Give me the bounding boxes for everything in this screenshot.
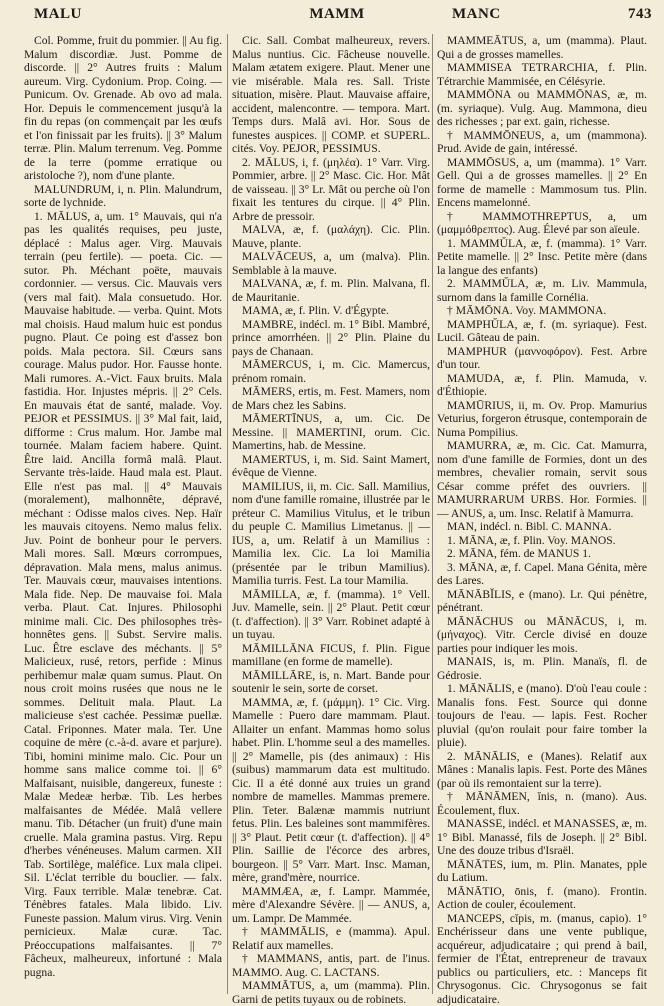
dictionary-entry: MĀMERS, ertis, m. Fest. Mamers, nom de Mars chez les Sabins.	[232, 385, 430, 412]
running-header	[22, 6, 652, 28]
dictionary-entry: † MAMMOTHREPTUS, a, um (μαμμόθρεπτος). Aug. Élevé par son aïeule.	[437, 210, 647, 237]
header-middle-guide-word: MAMM	[22, 6, 652, 23]
dictionary-entry: MAMUDA, æ, f. Plin. Mamuda, v. d'Éthiopie.	[437, 372, 647, 399]
dictionary-entry: MAMMA, æ, f. (μάμμη). 1° Cic. Virg. Mamelle : Puero dare mammam. Plaut. Allaiter un enfant. Mammas homo solus habet. Plin. L'homme seul a des mamelles. || 2° Mamelle, pis (des animaux) : His (suibus) mammarum data est multitudo. Cic. Il a été donné aux truies un grand nombre de mamelles. Mammas premere. Plin. Teter. Balænæ mammis nutriunt fetus. Plin. Les baleines sont mammifères. || 3° Plaut. Petit cœur (t. d'affection). || 4° Plin. Saillie de l'écorce des arbres, bourgeon. || 5° Varr. Mart. Insc. Maman, mère, grand'mère, nourrice.	[232, 696, 430, 885]
dictionary-entry: MAMA, æ, f. Plin. V. d'Égypte.	[232, 304, 430, 318]
dictionary-entry: MAMERTUS, i, m. Sid. Saint Mamert, évêque de Vienne.	[232, 453, 430, 480]
dictionary-entry: MANAIS, is, m. Plin. Manaïs, fl. de Gédrosie.	[437, 655, 647, 682]
dictionary-entry: 1. MĀNĀLIS, e (mano). D'où l'eau coule : Manalis fons. Fest. Source qui donne toujours de l'eau. — lapis. Fest. Rocher pluvial (qu'on roulait pour faire tomber la pluie).	[437, 682, 647, 750]
page-number: 743	[628, 6, 652, 23]
dictionary-entry: MAMMÆA, æ, f. Lampr. Mammée, mère d'Alexandre Sévère. || — ANUS, a, um. Lampr. De Mammée.	[232, 885, 430, 926]
column-rule-right	[432, 34, 433, 994]
dictionary-entry: MALUNDRUM, i, n. Plin. Malundrum, sorte de lychnide.	[24, 183, 222, 210]
dictionary-entry: MĀMILLĀNA FICUS, f. Plin. Figue mamillane (en forme de mamelle).	[232, 642, 430, 669]
dictionary-entry: † MAMMĀLIS, e (mamma). Apul. Relatif aux mamelles.	[232, 925, 430, 952]
dictionary-entry: MAMBRE, indécl. m. 1° Bibl. Mambré, prince amorrhéen. || 2° Plin. Plaine du pays de Chanaan.	[232, 318, 430, 359]
dictionary-entry: Col. Pomme, fruit du pommier. || Au fig. Malum discordiæ. Just. Pomme de discorde. || 2° Autres fruits : Malum aureum. Virg. Cydonium. Prop. Coing. — Punicum. Ov. Grenade. Ab ovo ad mala. Hor. Depuis le commencement jusqu'à la fin du repas (on commençait par les œufs et l'on finissait par les fruits). || 3° Malum terræ. Plin. Malum terrenum. Veg. Pomme de la terre (pomme erratique ou aristoloche ?), nom d'une plante.	[24, 34, 222, 183]
dictionary-entry: MALVANA, æ, f. m. Plin. Malvana, fl. de Mauritanie.	[232, 277, 430, 304]
dictionary-entry: Cic. Sall. Combat malheureux, revers. Malus nuntius. Cic. Fâcheuse nouvelle. Malam ætatem exigere. Plaut. Mener une vie misérable. Mala res. Sall. Triste situation, misère. Plaut. Mauvaise affaire, accident, malencontre. — tempora. Mart. Temps durs. Malâ avi. Hor. Sous de funestes auspices. || COMP. et SUPERL. cités. Voy. PEJOR, PESSIMUS.	[232, 34, 430, 156]
dictionary-entry: MAMILIUS, ii, m. Cic. Sall. Mamilius, nom d'une famille romaine, illustrée par le préteur C. Mamilius Vitulus, et le tribun du peuple C. Mamilius Limetanus. || — IUS, a, um. Relatif à un Mamilius : Mamilia lex. Cic. La loi Mamilia (présentée par le tribun Mamilius). Mamilia turris. Fest. La tour Mamilia.	[232, 480, 430, 588]
dictionary-entry: MAMURRA, æ, m. Cic. Cat. Mamurra, nom d'une famille de Formies, dont un des membres, chevalier romain, servit sous César comme préfet des ouvriers. || MAMURRARUM URBS. Hor. Formies. || — ANUS, a, um. Insc. Relatif à Mamurra.	[437, 439, 647, 520]
dictionary-entry: MAMMĀTUS, a, um (mamma). Plin. Garni de petits tuyaux ou de robinets.	[232, 979, 430, 1006]
dictionary-entry: MAMPHŬLA, æ, f. (m. syriaque). Fest. Lucil. Gâteau de pain.	[437, 318, 647, 345]
dictionary-entry: † MĀMŌNA. Voy. MAMMONA.	[437, 304, 647, 318]
dictionary-entry: 2. MĀNĀLIS, e (Manes). Relatif aux Mânes : Manalis lapis. Fest. Porte des Mânes (par où ils remontaient sur la terre).	[437, 750, 647, 791]
dictionary-entry: MANASSE, indécl. et MANASSES, æ, m. 1° Bibl. Manassé, fils de Joseph. || 2° Bibl. Une des douze tribus d'Israël.	[437, 817, 647, 858]
column-middle	[232, 34, 430, 994]
header-right-guide-word: MANC	[452, 6, 501, 23]
dictionary-entry: MĀMILLA, æ, f. (mamma). 1° Vell. Juv. Mamelle, sein. || 2° Plaut. Petit cœur (t. d'affection). || 3° Varr. Robinet adapté à un tuyau.	[232, 588, 430, 642]
dictionary-entry: MAN, indécl. n. Bibl. C. MANNA.	[437, 520, 647, 534]
dictionary-entry: 3. MĀNA, æ, f. Capel. Mana Génita, mère des Lares.	[437, 561, 647, 588]
dictionary-entry: MAMMŌSUS, a, um (mamma). 1° Varr. Gell. Qui a de grosses mamelles. || 2° En forme de mamelle : Mammosum tus. Plin. Encens mamelonné.	[437, 156, 647, 210]
dictionary-entry: 1. MĀNA, æ, f. Plin. Voy. MANOS.	[437, 534, 647, 548]
dictionary-entry: MĀMILLĀRE, is, n. Mart. Bande pour soutenir le sein, sorte de corset.	[232, 669, 430, 696]
dictionary-entry: MAMMEĀTUS, a, um (mamma). Plaut. Qui a de grosses mamelles.	[437, 34, 647, 61]
dictionary-entry: 2. MĀLUS, i, f. (μηλέα). 1° Varr. Virg. Pommier, arbre. || 2° Masc. Cic. Hor. Mât de vaisseau. || 3° Lr. Mât ou perche où l'on fixait les tentures du cirque. || 4° Plin. Arbre de pressoir.	[232, 156, 430, 224]
dictionary-entry: MĀNĀTES, ium, m. Plin. Manates, pple du Latium.	[437, 858, 647, 885]
dictionary-entry: † MAMMANS, antis, part. de l'inus. MAMMO. Aug. C. LACTANS.	[232, 952, 430, 979]
dictionary-entry: 1. MAMMŬLA, æ, f. (mamma). 1° Varr. Petite mamelle. || 2° Insc. Petite mère (dans la langue des enfants)	[437, 237, 647, 278]
column-right	[437, 34, 647, 994]
dictionary-entry: † MĀNĀMEN, ĭnis, n. (mano). Aus. Écoulement, flux.	[437, 790, 647, 817]
dictionary-entry: † MAMMŌNEUS, a, um (mammona). Prud. Avide de gain, intéressé.	[437, 129, 647, 156]
column-left	[24, 34, 222, 994]
dictionary-entry: 1. MĀLUS, a, um. 1° Mauvais, qui n'a pas les qualités requises, peu juste, déplacé : Malus ager. Virg. Mauvais terrain (peu fertile). — poeta. Cic. — sutor. Ph. Méchant poëte, mauvais cordonnier. — versus. Cic. Mauvais vers (vers mal fait). Mala consuetudo. Hor. Mauvaise habitude. — verba. Quint. Mots mal choisis. Haud malum huic est pondus pugno. Plaut. Ce poing est d'assez bon poids. Mala pectora. Sil. Cœurs sans courage. Malus pudor. Hor. Fausse honte. Mali rumores. A.-Vict. Faux bruits. Mala fastidia. Hor. Injustes mépris. || 2° Cels. En mauvais état de santé, malade. Voy. PEJOR et PESSIMUS. || 3° Mal fait, laid, difforme : Crus malum. Hor. Jambe mal tournée. Malam faciem habere. Quint. Être laid. Ancilla formâ malâ. Plaut. Servante très-laide. Haud mala est. Plaut. Elle n'est pas mal. || 4° Mauvais (moralement), malhonnête, dépravé, méchant : Odisse malos cives. Nep. Haïr les mauvais citoyens. Nemo malus felix. Juv. Point de bonheur pour le pervers. Mali mores. Sall. Mœurs corrompues, dépravation. Mala mens, malus animus. Ter. Mauvais cœur, mauvaises intentions. Mala fide. Nep. De mauvaise foi. Mala verba. Plaut. Cat. Injures. Philosophi minime mali. Cic. Des philosophes très-honnêtes gens. || Subst. Servire malis. Luc. Être esclave des méchants. || 5° Malicieux, rusé, retors, perfide : Minus perhibemur malæ quam sumus. Plaut. On nous croit moins rusées que nous ne le sommes. Delituit mala. Plaut. La malicieuse s'est cachée. Pessimæ puellæ. Catal. Friponnes. Mater mala. Ter. Une coquine de mère (c.-à-d. avare et parjure). Tibi, homini minime malo. Cic. Pour un homme sans malice comme toi. || 6° Malfaisant, nuisible, dangereux, funeste : Malæ Medeæ herbæ. Tib. Les herbes malfaisantes de Médée. Malâ vellere manu. Tib. Détacher (un fruit) d'une main cruelle. Mala gramina pastus. Virg. Repu d'herbes vénéneuses. Malum carmen. XII Tab. Sortilège, maléfice. Lux mala clipei. Sil. L'éclat terrible du bouclier. — falx. Virg. Faux terrible. Malæ tenebræ. Cat. Ténèbres fatales. Mala libido. Liv. Funeste passion. Malum virus. Virg. Venin pernicieux. Malæ curæ. Tac. Préoccupations malfaisantes. || 7° Fâcheux, malheureux, infortuné : Mala pugna.	[24, 210, 222, 980]
dictionary-entry: MĀNĀCHUS ou MĀNĀCUS, i, m. (μήναχος). Vitr. Cercle divisé en douze parties pour indiquer les mois.	[437, 615, 647, 656]
dictionary-entry: MALVA, æ, f. (μαλάχη). Cic. Plin. Mauve, plante.	[232, 223, 430, 250]
dictionary-entry: MĀNĀTIO, ōnis, f. (mano). Frontin. Action de couler, écoulement.	[437, 885, 647, 912]
dictionary-entry: MAMMISEA TETRARCHIA, f. Plin. Tétrarchie Mammisée, en Célésyrie.	[437, 61, 647, 88]
dictionary-entry: MAMŪRIUS, ii, m. Ov. Prop. Mamurius Veturius, forgeron étrusque, contemporain de Numa Pompilius.	[437, 399, 647, 440]
dictionary-entry: 2. MAMMŬLA, æ, m. Liv. Mammula, surnom dans la famille Cornélia.	[437, 277, 647, 304]
dictionary-entry: MALVĀCEUS, a, um (malva). Plin. Semblable à la mauve.	[232, 250, 430, 277]
dictionary-entry: MAMMŌNA ou MAMMŌNAS, æ, m. (m. syriaque). Vulg. Aug. Mammona, dieu des richesses ; par ext. gain, richesse.	[437, 88, 647, 129]
column-rule-left	[227, 34, 228, 994]
header-left-guide-word: MALU	[34, 6, 82, 23]
dictionary-entry: MĀMERCUS, i, m. Cic. Mamercus, prénom romain.	[232, 358, 430, 385]
dictionary-entry: MĀNĀBĬLIS, e (mano). Lr. Qui pénètre, pénétrant.	[437, 588, 647, 615]
dictionary-entry: MAMPHUR (μαννοφόρον). Fest. Arbre d'un tour.	[437, 345, 647, 372]
dictionary-entry: MĀMERTĪNUS, a, um. Cic. De Messine. || MAMERTINI, orum. Cic. Mamertins, hab. de Messine.	[232, 412, 430, 453]
dictionary-entry: 2. MĀNA, fém. de MANUS 1.	[437, 547, 647, 561]
dictionary-entry: MANCEPS, cĭpis, m. (manus, capio). 1° Enchérisseur dans une vente publique, acquéreur, adjudicataire ; qui prend à bail, fermier de l'État, entrepreneur de travaux publics ou particuliers, etc. : Manceps fit Chrysogonus. Cic. Chrysogonus se fait adjudicataire.	[437, 912, 647, 1006]
